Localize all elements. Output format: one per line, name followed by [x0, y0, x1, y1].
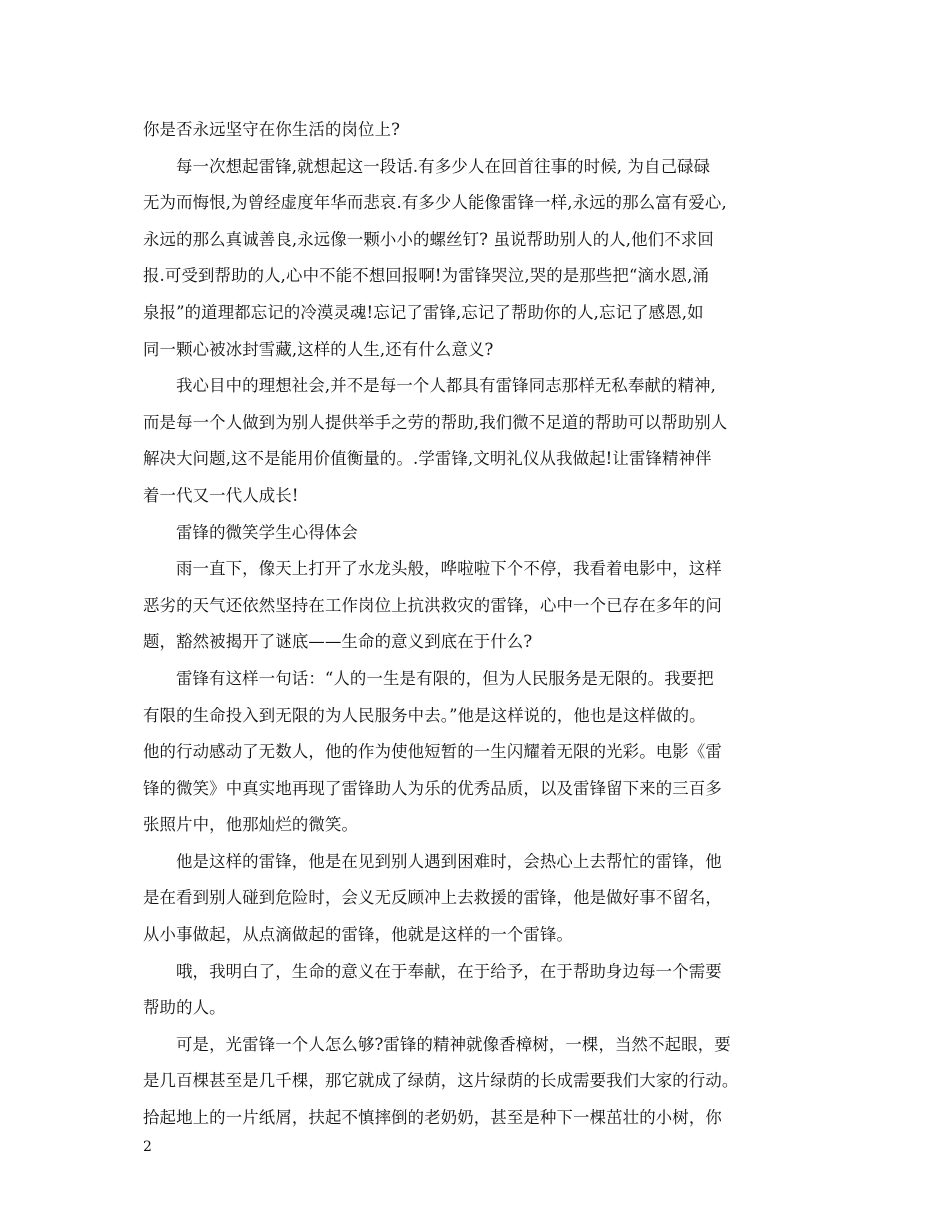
text-line: 雨一直下，像天上打开了水龙头般，哗啦啦下个不停，我看着电影中，这样 [176, 559, 722, 579]
text-line: 雷锋的微笑学生心得体会 [176, 522, 358, 542]
text-line: 无为而悔恨,为曾经虚度年华而悲哀.有多少人能像雷锋一样,永远的那么富有爱心, [143, 193, 727, 213]
page-number: 2 [143, 1139, 152, 1155]
text-line: 锋的微笑》中真实地再现了雷锋助人为乐的优秀品质，以及雷锋留下来的三百多 [143, 778, 722, 798]
body-text [143, 112, 815, 1137]
text-line: 永远的那么真诚善良,永远像一颗小小的螺丝钉? 虽说帮助别人的人,他们不求回 [143, 229, 714, 249]
text-line: 同一颗心被冰封雪藏,这样的人生,还有什么意义? [143, 339, 494, 359]
text-line: 张照片中，他那灿烂的微笑。 [143, 815, 359, 835]
text-line: 他是这样的雷锋，他是在见到别人遇到困难时，会热心上去帮忙的雷锋，他 [176, 851, 722, 871]
text-line: 着一代又一代人成长! [143, 485, 299, 505]
text-line: 有限的生命投入到无限的为人民服务中去。”他是这样说的，他也是这样做的。 [143, 705, 706, 725]
text-line: 是在看到别人碰到危险时，会义无反顾冲上去救援的雷锋，他是做好事不留名， [143, 888, 722, 908]
text-line: 从小事做起，从点滴做起的雷锋，他就是这样的一个雷锋。 [143, 925, 574, 945]
text-line: 解决大问题,这不是能用价值衡量的。.学雷锋,文明礼仪从我做起!让雷锋精神伴 [143, 449, 712, 469]
text-line: 雷锋有这样一句话：“人的一生是有限的，但为人民服务是无限的。我要把 [176, 668, 714, 688]
text-line: 我心目中的理想社会,并不是每一个人都具有雷锋同志那样无私奉献的精神, [176, 376, 717, 396]
text-line: 帮助的人。 [143, 998, 226, 1018]
text-line: 哦，我明白了，生命的意义在于奉献，在于给予，在于帮助身边每一个需要 [176, 961, 722, 981]
text-line: 恶劣的天气还依然坚持在工作岗位上抗洪救灾的雷锋，心中一个已存在多年的问 [143, 595, 722, 615]
text-line: 他的行动感动了无数人，他的作为使他短暂的一生闪耀着无限的光彩。电影《雷 [143, 742, 722, 762]
text-line: 每一次想起雷锋,就想起这一段话.有多少人在回首往事的时候, 为自己碌碌 [176, 156, 711, 176]
text-line: 拾起地上的一片纸屑，扶起不慎摔倒的老奶奶，甚至是种下一棵茁壮的小树，你 [143, 1108, 722, 1128]
text-line: 报.可受到帮助的人,心中不能不想回报啊!为雷锋哭泣,哭的是那些把“滴水恩,涌 [143, 266, 710, 286]
text-line: 而是每一个人做到为别人提供举手之劳的帮助,我们微不足道的帮助可以帮助别人 [143, 412, 728, 432]
text-line: 可是，光雷锋一个人怎么够?雷锋的精神就像香樟树，一棵，当然不起眼，要 [176, 1034, 731, 1054]
text-line: 你是否永远坚守在你生活的岗位上? [143, 120, 401, 139]
text-line: 是几百棵甚至是几千棵，那它就成了绿荫，这片绿荫的长成需要我们大家的行动。 [143, 1071, 739, 1091]
text-line: 题，豁然被揭开了谜底——生命的意义到底在于什么? [143, 632, 533, 652]
text-line: 泉报”的道理都忘记的冷漠灵魂!忘记了雷锋,忘记了帮助你的人,忘记了感恩,如 [143, 302, 704, 322]
